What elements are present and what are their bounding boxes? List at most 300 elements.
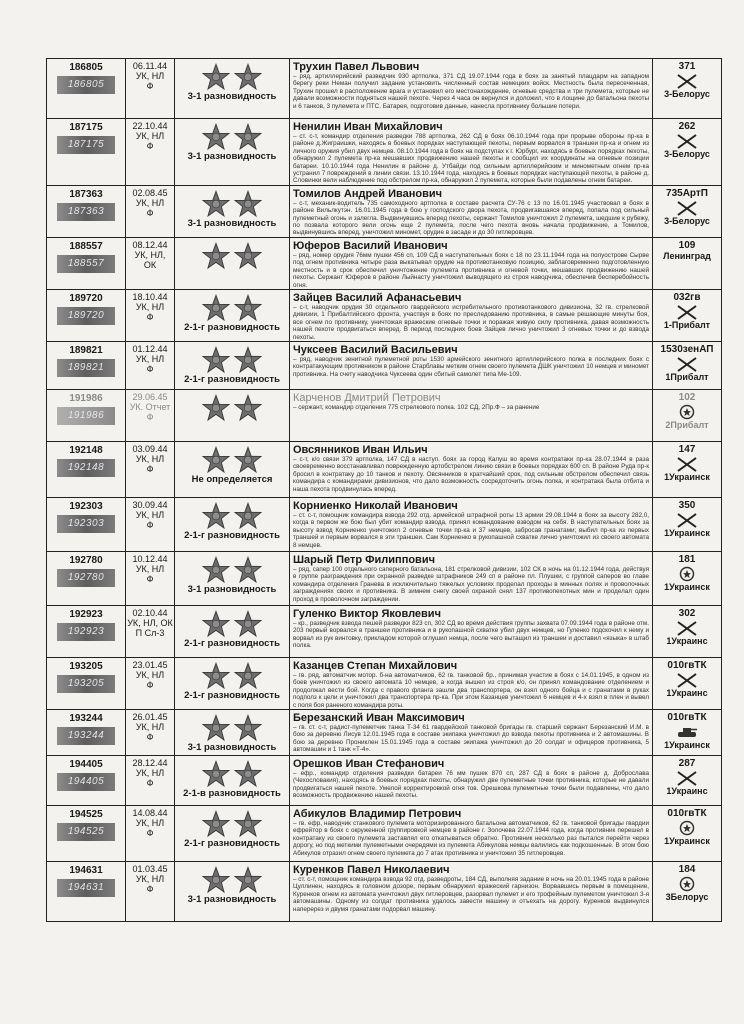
award-number: 186805: [69, 62, 103, 73]
award-doc-type: УК, НЛ Ф: [135, 71, 165, 91]
order-reverse-star-icon: [234, 63, 262, 91]
order-obverse-star-icon: [202, 123, 230, 151]
citation-cell: [290, 59, 653, 119]
award-date: 18.10.44: [132, 291, 168, 302]
number-cell: [47, 389, 126, 441]
order-star-pair: [175, 862, 289, 894]
number-cell: [47, 497, 126, 551]
date-cell: [126, 341, 175, 389]
order-stamp-photo: 193205: [57, 675, 115, 693]
person-name: [290, 498, 652, 512]
award-doc-type: УК, НЛ Ф: [135, 767, 165, 788]
date-cell: [126, 59, 175, 119]
order-stamp-photo: 189821: [57, 359, 115, 377]
award-number: 192148: [69, 444, 103, 456]
order-stamp-photo: 191986: [57, 407, 115, 425]
person-name-text: Шарый Петр Филиппович: [293, 553, 435, 566]
order-stamp-photo: 192303: [57, 515, 115, 533]
number-cell: [47, 551, 126, 605]
award-row: [47, 341, 722, 389]
award-doc-type: УК, НЛ Ф: [135, 301, 165, 322]
front-name: 2Прибалт: [665, 419, 709, 430]
order-stamp-photo: 194405: [57, 773, 115, 791]
order-image-cell: [175, 755, 290, 805]
person-name-text: Казанцев Степан Михайлович: [293, 659, 458, 672]
order-reverse-star-icon: [234, 610, 262, 638]
award-number: 194405: [69, 758, 103, 770]
front-name: 3Белорус: [665, 891, 709, 902]
person-name-text: Ненилин Иван Михайлович: [293, 121, 443, 133]
award-date: 01.03.45: [132, 863, 168, 874]
citation-cell: [290, 237, 653, 289]
date-cell: [126, 861, 175, 921]
award-number: 187175: [69, 122, 103, 133]
front-name: Ленинград: [663, 250, 711, 261]
date-cell: [126, 289, 175, 341]
variant-label: 2-1-г разновидность: [184, 837, 280, 849]
variant-label: 2-1-г разновидность: [184, 529, 280, 541]
citation-cell: [290, 709, 653, 755]
award-date: 01.12.44: [132, 343, 168, 354]
order-star-pair: [175, 59, 289, 91]
person-name: [290, 710, 652, 724]
award-doc-type: УК, НЛ Ф: [135, 721, 165, 742]
number-cell: [47, 709, 126, 755]
order-stamp-photo: 187363: [57, 203, 115, 221]
unit-cell: [653, 709, 722, 755]
award-row: [47, 657, 722, 709]
order-image-cell: [175, 59, 290, 119]
award-doc-type: УК, НЛ Ф: [135, 453, 165, 474]
order-obverse-star-icon: [202, 610, 230, 638]
front-name: 3-Белорус: [664, 149, 710, 159]
wreath-icon: [676, 404, 698, 420]
order-stamp-photo: 192780: [57, 569, 115, 587]
unit-number: 1530зенАП: [660, 343, 714, 355]
order-image-cell: [175, 657, 290, 709]
citation-text: – ряд, артиллерийский разведчик 930 артполка, 371 СД 19.07.1944 года в боях за занятый плацдарм на западном берегу реки Неман получил задание установить численный состав немецких войск. Местность была пересеченная, Трухин прошел в расположение врага и установил его местонахождение, огневые средства и три пулемета, которые не давали возможности подняться нашей пехоте. Через 4 часа он вернулся и доложил, что в лощине до батальона пехоты и 6 танков, 3 пулемета и ПТС. Батарея, подготовив данные, нанесла противнику большие потери.: [293, 73, 649, 110]
unit-number: 287: [678, 757, 696, 769]
citation-cell: [290, 185, 653, 237]
award-date: 23.01.45: [132, 659, 168, 670]
order-reverse-star-icon: [234, 190, 262, 218]
award-doc-type: УК, НЛ Ф: [135, 563, 165, 584]
front-name: 1Украинск: [664, 471, 710, 482]
citation-text: – с-т, наводчик орудия 30 отдельного гвардейского истребительного противотанкового дивизиона, 32 гв. стрелковой дивизии, 1 Прибалтийского фронта, участвуя в боях по преследованию противника, в самые решающие минуты боя, все огнем по противнику, уничтожая вражеские огневые точки и поражая живую силу противника, давая возможность нашей пехоте продвигаться вперед. В период последних боев Зайцев лично уничтожил 3 огневых точки и до взвода пехоты.: [293, 303, 649, 341]
order-reverse-star-icon: [234, 294, 262, 322]
front-name: 1Украинс: [666, 635, 708, 646]
person-name-text: Корниенко Николай Иванович: [293, 499, 458, 512]
person-name-text: Зайцев Василий Афанасьевич: [293, 291, 462, 304]
person-name-text: Томилов Андрей Иванович: [293, 187, 443, 200]
crossed-cannons-icon: [676, 456, 698, 472]
award-table: [46, 58, 722, 922]
unit-number: 109: [678, 239, 696, 251]
unit-number: 184: [678, 863, 696, 875]
unit-cell: [653, 805, 722, 861]
award-row: [47, 861, 722, 921]
unit-number: 010гвТК: [667, 711, 707, 723]
order-reverse-star-icon: [234, 662, 262, 690]
person-name-text: Орешков Иван Стефанович: [293, 757, 445, 770]
order-stamp-photo: 192923: [57, 623, 115, 641]
front-name: 3-Белорус: [664, 215, 710, 226]
order-star-pair: [175, 606, 289, 638]
number-cell: [47, 237, 126, 289]
citation-cell: [290, 119, 653, 186]
award-date: 06.11.44: [132, 61, 168, 71]
order-star-pair: [175, 186, 289, 218]
crossed-cannons-icon: [676, 200, 698, 216]
order-reverse-star-icon: [234, 866, 262, 894]
number-cell: [47, 805, 126, 861]
person-name-text: Трухин Павел Львович: [293, 61, 420, 73]
award-table-sheet: [46, 58, 716, 922]
person-name-text: Юферов Василий Иванович: [293, 239, 448, 252]
variant-label: 3-1 разновидность: [187, 583, 277, 595]
unit-cell: [653, 59, 722, 119]
order-star-pair: [175, 442, 289, 474]
variant-label: 2-1-в разновидность: [183, 787, 281, 799]
award-row: [47, 755, 722, 805]
unit-cell: [653, 389, 722, 441]
award-doc-type: УК, НЛ Ф: [135, 873, 165, 894]
unit-number: 102: [678, 391, 696, 403]
date-cell: [126, 657, 175, 709]
award-date: 02.08.45: [132, 187, 168, 198]
unit-cell: [653, 497, 722, 551]
date-cell: [126, 755, 175, 805]
order-star-pair: [175, 806, 289, 838]
person-name: [290, 119, 652, 133]
wreath-icon: [676, 820, 698, 836]
award-number: 192303: [69, 500, 103, 512]
person-name: [290, 658, 652, 672]
person-name: [290, 186, 652, 200]
order-obverse-star-icon: [202, 190, 230, 218]
citation-text: – ефр., командир отделения разведки батареи 76 мм пушек 870 сп, 287 СД в боях в районе д. Доброслава (Чехословакия), находясь в боевых порядках пехоты, обнаружил две пулеметные точки противника, которые не давали продвигаться нашей пехоте. Умелой корректировкой огня тов. Орешкова пулеметные точки были подавлены, что дало возможность продвижению нашей пехоты.: [293, 769, 649, 800]
award-number: 194631: [69, 864, 103, 876]
front-name: 1-Прибалт: [663, 319, 711, 330]
order-image-cell: [175, 861, 290, 921]
order-image-cell: [175, 237, 290, 289]
person-name: [290, 59, 652, 73]
citation-cell: [290, 389, 653, 441]
variant-label: 3-1 разновидность: [187, 893, 277, 905]
unit-cell: [653, 755, 722, 805]
award-row: [47, 605, 722, 657]
order-stamp-photo: 192148: [57, 459, 115, 477]
order-obverse-star-icon: [202, 242, 230, 270]
award-date: 29.06.45: [132, 391, 168, 402]
citation-text: – сержант, командир отделения 775 стрелкового полка. 102 СД, 2Пр.Ф – за ранение: [293, 403, 540, 411]
award-date: 26.01.45: [132, 711, 168, 722]
order-image-cell: [175, 605, 290, 657]
award-date: 08.12.44: [132, 239, 168, 250]
number-cell: [47, 861, 126, 921]
unit-number: 350: [678, 499, 696, 511]
award-date: 22.10.44: [132, 121, 168, 131]
wreath-icon: [676, 876, 698, 892]
order-image-cell: [175, 497, 290, 551]
front-name: 1Украинс: [666, 785, 708, 796]
front-name: 1Украинск: [664, 739, 710, 750]
order-star-pair: [175, 290, 289, 322]
date-cell: [126, 805, 175, 861]
person-name: [290, 606, 652, 620]
person-name-text: Чуксеев Василий Васильевич: [293, 343, 458, 356]
variant-label: 2-1-г разновидность: [184, 373, 280, 385]
order-reverse-star-icon: [234, 714, 262, 742]
citation-cell: [290, 289, 653, 341]
order-obverse-star-icon: [202, 556, 230, 584]
citation-cell: [290, 605, 653, 657]
citation-cell: [290, 861, 653, 921]
award-number: 189720: [69, 292, 103, 304]
award-doc-type: УК, НЛ Ф: [135, 131, 165, 151]
order-stamp-photo: 186805: [57, 76, 115, 94]
order-stamp-photo: 189720: [57, 307, 115, 325]
award-table-body: [47, 59, 722, 922]
number-cell: [47, 755, 126, 805]
order-reverse-star-icon: [234, 502, 262, 530]
order-star-pair: [175, 498, 289, 530]
unit-number: 735АртП: [666, 187, 708, 199]
citation-cell: [290, 497, 653, 551]
award-row: [47, 551, 722, 605]
citation-text: – ряд, номер орудия 76мм пушки 456 сп, 109 СД в наступательных боях с 18 по 23.11.1944 года на полуострове Сырве под огнем противника четыре раза выкатывал орудие на противотанковую позицию, заблаговременно подготовленную местность и в срок обеспечил уничтожение пулемета противника и огневой точки, мешавших продвижению нашей пехоты. Сержант Юферов в районе Лыйнасту уничтожил выводящего из строя наводчика, обеспечив бесперебойность огня.: [293, 251, 649, 289]
unit-cell: [653, 657, 722, 709]
award-doc-type: УК, НЛ Ф: [135, 353, 165, 374]
date-cell: [126, 119, 175, 186]
award-number: 193244: [69, 712, 103, 724]
date-cell: [126, 551, 175, 605]
award-row: [47, 119, 722, 186]
award-doc-type: УК, НЛ, ОК П Сл-3: [127, 617, 173, 638]
award-number: 192780: [69, 554, 103, 566]
order-star-pair: [175, 238, 289, 270]
award-date: 14.08.44: [132, 807, 168, 818]
unit-cell: [653, 341, 722, 389]
person-name-text: Абикулов Владимир Петрович: [293, 807, 462, 820]
award-number: 191986: [69, 392, 103, 404]
front-name: 1Украинск: [664, 835, 710, 846]
order-reverse-star-icon: [234, 123, 262, 151]
award-row: [47, 441, 722, 497]
person-name-text: Березанский Иван Максимович: [293, 711, 465, 724]
order-image-cell: [175, 389, 290, 441]
award-doc-type: УК, НЛ Ф: [135, 509, 165, 530]
order-obverse-star-icon: [202, 294, 230, 322]
order-obverse-star-icon: [202, 502, 230, 530]
order-image-cell: [175, 551, 290, 605]
award-row: [47, 59, 722, 119]
award-date: 30.09.44: [132, 499, 168, 510]
order-star-pair: [175, 658, 289, 690]
front-name: 1Украинс: [666, 687, 708, 698]
date-cell: [126, 389, 175, 441]
order-reverse-star-icon: [234, 810, 262, 838]
person-name: [290, 442, 652, 456]
date-cell: [126, 709, 175, 755]
crossed-cannons-icon: [676, 133, 698, 149]
order-reverse-star-icon: [234, 760, 262, 788]
citation-text: – с-т, механик-водитель 735 самоходного артполка в составе расчета СУ-76 с 13 по 16.01.1945 участвовал в боях в районе Вильлкутэн. 16.01.1945 года в бою у господского двора пехота, продвигавшаяся вперед, попала под сильный пулеметный огонь и залегла. Выдвинувшись вперед пехоты, сержант Томилов уничтожил 2 пулемета, шедшие к рубежу, по позвала которого вели огонь еще 2 пулемета, после чего пехота вновь начала продвижение, а Томилов, выдвинувшись вперед, уничтожил миномет, орудие в засаде и до 30 гитлеровцев.: [293, 199, 649, 237]
citation-text: – кр., разведчик взвода пешей разведки 823 сп, 302 СД во время действия группы захвата 07.09.1944 года в районе отм. 203 первый ворвался в траншеи противника и в рукопашной схватке убил двух немцев, но Гуленко подскочил к нему и ворвал из рук винтовку, прикладом которой оглушил немца, после чего вытащил из траншеи и доставил «языка» в штаб полка.: [293, 619, 649, 650]
order-image-cell: [175, 341, 290, 389]
unit-cell: [653, 861, 722, 921]
order-obverse-star-icon: [202, 760, 230, 788]
order-image-cell: [175, 709, 290, 755]
person-name-text: Гуленко Виктор Яковлевич: [293, 607, 441, 620]
crossed-cannons-icon: [676, 356, 698, 372]
award-number: 193205: [69, 660, 103, 672]
order-obverse-star-icon: [202, 866, 230, 894]
unit-number: 010гвТК: [667, 659, 707, 671]
citation-cell: [290, 755, 653, 805]
award-date: 03.09.44: [132, 443, 168, 454]
order-star-pair: [175, 756, 289, 788]
date-cell: [126, 441, 175, 497]
citation-text: – гв. ст. с-т, радист-пулеметчик танка Т-34 61 гвардейской танковой бригады гв. старший сержант Березанский И.М. в бою за деревню Лисув 12.01.1945 года в составе экипажа уничтожил до взвода пехоты противника и 2 автомашины. В бою за деревню Прониклен 15.01.1945 года в составе экипажа уничтожил до 20 солдат и офицеров противника, 5 автомашин и 1 танк «Т-4».: [293, 723, 649, 754]
order-stamp-photo: 193244: [57, 727, 115, 745]
crossed-rifles-icon: [676, 512, 698, 528]
person-name: [290, 238, 652, 252]
crossed-cannons-icon: [676, 770, 698, 786]
unit-cell: [653, 551, 722, 605]
variant-label: 3-1 разновидность: [187, 741, 277, 753]
number-cell: [47, 605, 126, 657]
person-name: [290, 342, 652, 356]
variant-label: 2-1-г разновидность: [184, 689, 280, 701]
award-row: [47, 709, 722, 755]
award-row: [47, 237, 722, 289]
person-name: [290, 756, 652, 770]
number-cell: [47, 341, 126, 389]
citation-text: – ст. с-т, помощник командира взвода 292 отд. армейской штрафной роты 13 армии 29.08.1944 в боях за высоту 282,0, когда в первом же бою был убит командир взвода, принял командование взводом на себя. В наступательных боях за высоту взвод Корниенко уничтожил 2 огневые точки пр-ка и 37 немцев, забросав гранатами; выбил пр-ка из первых траншей и первым ворвался в эти траншеи. Сам Корниенко в рукопашной схватке лично уничтожил из своего автомата 8 немцев.: [293, 511, 649, 549]
number-cell: [47, 59, 126, 119]
order-obverse-star-icon: [202, 810, 230, 838]
person-name-text: Куренков Павел Николаевич: [293, 863, 450, 876]
award-row: [47, 185, 722, 237]
person-name-text: Овсянников Иван Ильич: [293, 443, 428, 456]
citation-cell: [290, 657, 653, 709]
front-name: 1Украинск: [664, 581, 710, 592]
award-doc-type: УК, НЛ Ф: [135, 197, 165, 218]
citation-cell: [290, 551, 653, 605]
citation-text: – гв. ряд, автоматчик мотор. б-на автоматчиков, 62 гв. танковой бр., принимая участие в боях с 14.01.1945, в одном из боев уничтожил из своего автомата 10 немцев, а когда вышел из строя к/о, он принял командование отделением и продолжал вести бой. Когда с правого фланга зашли два транспортера, он взял одного бойца и с гранатами в руках подполз к цели и уничтожил два транспортера пр-ка. При этом Казанцев уничтожил 6 немцев и 4-х взял в плен и вывел с поля боя раненого командира роты.: [293, 671, 649, 709]
order-obverse-star-icon: [202, 63, 230, 91]
variant-label: 3-1 разновидность: [187, 217, 277, 229]
front-name: 1Прибалт: [665, 371, 709, 382]
variant-label: Не определяется: [191, 473, 273, 485]
order-image-cell: [175, 119, 290, 186]
front-name: 3-Белорус: [664, 89, 710, 99]
award-date: 28.12.44: [132, 757, 168, 768]
crossed-cannons-icon: [676, 304, 698, 320]
number-cell: [47, 441, 126, 497]
person-name: [290, 290, 652, 304]
unit-cell: [653, 119, 722, 186]
citation-text: – ряд, наводчик зенитной пулеметной роты 1530 армейского зенитного артиллерийского полка в последних боях с контратакующим противником в районе Старблавы метким огнем своего пулемета ДШК уничтожил 10 немцев и миномет противника. На счету наводчика Чуксеева один сбитый самолет типа Ме-109.: [293, 355, 650, 378]
order-image-cell: [175, 441, 290, 497]
order-image-cell: [175, 289, 290, 341]
award-row: [47, 389, 722, 441]
unit-number: 010гвТК: [667, 807, 707, 819]
award-doc-type: УК. Отчет Ф: [129, 401, 171, 422]
order-reverse-star-icon: [234, 446, 262, 474]
order-obverse-star-icon: [202, 346, 230, 374]
order-obverse-star-icon: [202, 714, 230, 742]
tank-icon: [676, 724, 698, 740]
order-star-pair: [175, 710, 289, 742]
order-stamp-photo: 187175: [57, 136, 115, 154]
award-number: 187363: [69, 188, 103, 200]
order-reverse-star-icon: [234, 242, 262, 270]
unit-number: 032гв: [673, 291, 701, 303]
order-stamp-photo: 194631: [57, 879, 115, 897]
unit-number: 302: [678, 607, 696, 619]
date-cell: [126, 497, 175, 551]
unit-number: 147: [678, 443, 696, 455]
unit-number: 371: [678, 61, 696, 72]
order-star-pair: [175, 342, 289, 374]
person-name: [290, 390, 652, 404]
order-reverse-star-icon: [234, 346, 262, 374]
order-stamp-photo: 194525: [57, 823, 115, 841]
front-name: 1Украинск: [664, 527, 710, 538]
citation-cell: [290, 805, 653, 861]
citation-text: – ст. с-т, командир отделения разведки 788 артполка, 262 СД в боях 06.10.1944 года при прорыве обороны пр-ка в районе д.Жиграишки, находясь в боевых порядках наступающей пехоты, первым ворвался в траншеи пр-ка и огнем из личного оружия убил двух немцев. 08.10.1944 года в боях на подступах к г. Юрбург, находясь в боевых порядках пехоты, обнаружил 2 пулемета пр-ка мешавших продвижению нашей пехоты и сообщил их координаты на огневые позиции батареи. 10.10.1944 года Ненилин в районе д. Утбайди под сильным артиллерийским и минометным огнем пр-ка устранил 7 повреждений в линии связи. 13.10.1944 года, находясь в боевых порядках наступающей пехоты, в районе д. Словинки вели наблюдение под обстрелом пр-ка, обнаружил 2 пулемета, которые были подавлены огнем батареи.: [293, 133, 649, 185]
order-obverse-star-icon: [202, 394, 230, 422]
date-cell: [126, 605, 175, 657]
variant-label: 3-1 разновидность: [187, 151, 277, 162]
order-star-pair: [175, 552, 289, 584]
variant-label: 2-1-г разновидность: [184, 637, 280, 649]
award-date: 02.10.44: [132, 607, 168, 618]
unit-number: 262: [678, 121, 696, 132]
order-stamp-photo: 188557: [57, 255, 115, 273]
award-doc-type: УК, НЛ Ф: [135, 669, 165, 690]
variant-label: 2-1-г разновидность: [184, 321, 280, 333]
award-doc-type: УК, НЛ, ОК: [134, 249, 166, 270]
order-obverse-star-icon: [202, 446, 230, 474]
citation-text: – гв. ефр, наводчик станкового пулемета моторизированного батальона автоматчиков, 62 гв. танковой бригады гвардии ефрейтор в боях с окруженной группировкой немцев в районе г. Золочева 22.07.1944 года, когда противник перешел в контратаку из своего пулемета заставлял его откатываться обратно. Противник несколько раз пытался перейти через дорогу, но под меткими пулеметными очередями из пулемета Абикулова немцы валились как подкошенные. В этом бою Абикулов отразил огнем своего пулемета до 7 атак противника и уничтожил 35 гитлеровцев.: [293, 819, 649, 857]
unit-cell: [653, 185, 722, 237]
number-cell: [47, 119, 126, 186]
award-doc-type: УК, НЛ Ф: [135, 817, 165, 838]
citation-cell: [290, 341, 653, 389]
award-row: [47, 805, 722, 861]
order-image-cell: [175, 805, 290, 861]
order-image-cell: [175, 185, 290, 237]
award-number: 189821: [69, 344, 103, 356]
person-name: [290, 552, 652, 566]
unit-cell: [653, 289, 722, 341]
person-name-text: Карченов Дмитрий Петрович: [293, 391, 441, 404]
award-number: 188557: [69, 240, 103, 252]
order-reverse-star-icon: [234, 394, 262, 422]
order-obverse-star-icon: [202, 662, 230, 690]
variant-label: 3-1 разновидность: [187, 91, 277, 102]
date-cell: [126, 185, 175, 237]
citation-cell: [290, 441, 653, 497]
number-cell: [47, 185, 126, 237]
citation-text: – с-т, к/о связи 379 артполка, 147 СД в наступ. боях за город Калуш во время контратаки пр-ка 28.07.1944 в раза своевременно восстанавливал поврежденную артобстрелом линию связи в боевых порядках 600 сп. В районе Руда пр-к бросил в контратаку до 10 танков и пехоту. Овсянников в кратчайший срок, под сильным обстрелом обеспечил связь командира с командирами дивизионов, что дало возможность сосредоточить огонь полка, и контратака была отбита и наша пехота продвинулась вперед.: [293, 455, 649, 493]
person-name: [290, 806, 652, 820]
person-name: [290, 862, 652, 876]
award-date: 10.12.44: [132, 553, 168, 564]
